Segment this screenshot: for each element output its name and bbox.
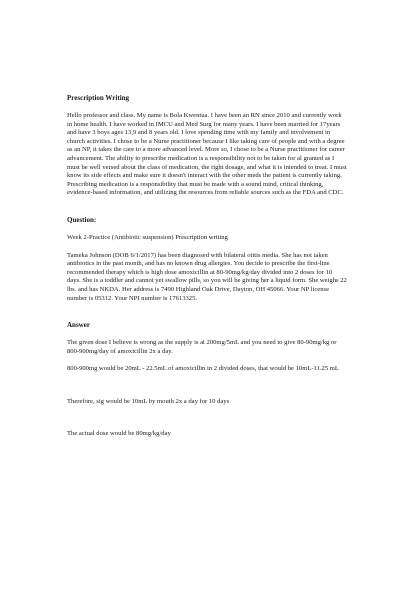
- spacer: [67, 198, 347, 216]
- document-title: Prescription Writing: [67, 94, 130, 102]
- question-body: Tameka Johnson (DOB 6/1/2017) has been diagnosed with bilateral otitis media. She has not taken antibiotics in the past month, and has no known drug allergies. You decide to prescribe the first-line recommended therapy which is high dose amoxicillin at 80-90mg/kg/day divided into 2 doses for 10 days. She is a toddler and cannot yet swallow pills, so you will be giving her a liquid form. She weighs 22 lbs. and has NKDA. Her address is 7490 Highland Oak Drive, Dayton, OH 45066. Your NP license number is 05312. Your NPI number is 17613325.: [67, 251, 347, 302]
- document-content: [67, 94, 347, 439]
- spacer: [67, 356, 347, 365]
- intro-paragraph: Hello professor and class. My name is Bola Kwentua. I have been an RN since 2010 and currently work in home health. I have worked in IMCU and Med Surg for many years. I have been married for 17years and have 3 boys ages 13,9 and 8 years old. I love spending time with my family and involvement in church activities. I chose to be a Nurse practitioner because I like taking care of people and with a degree as an NP, it takes the care to a more advanced level. More so, I chose to be a Nurse practitioner for career advancement. The ability to prescribe medication is a responsibility not to be taken for al granted as I must be well versed about the class of medication, the right dosage, and what it is intended to treat. I must know its side effects and make sure it doesn't interact with the other meds the patient is currently taking. Prescribing medication is a responsibility that must be made with a sound mind, critical thinking, evidence-based information, and utilizing the resources from reliable sources such as the FDA and CDC.: [67, 112, 347, 197]
- answer-paragraph-2: 800-900mg would be 20mL - 22.5mL of amoxicillin in 2 divided doses, that would be 10mL-11.25 mL: [67, 365, 339, 373]
- answer-paragraph-3: Therefore, sig would be 10mL by mouth 2x a day for 10 days: [67, 397, 230, 405]
- spacer: [67, 243, 347, 252]
- answer-paragraph-1: The given dose I believe is wrong as the supply is at 200mg/5mL and you need to give 80-90mg/kg or 800-900mg/day of amoxicillin 2x a day.: [67, 339, 337, 355]
- answer-heading: Answer: [67, 321, 90, 330]
- spacer: [67, 406, 347, 430]
- spacer: [67, 303, 347, 321]
- answer-paragraph-4: The actual dose would be 80mg/kg/day: [67, 430, 171, 438]
- question-heading: Question:: [67, 215, 97, 224]
- question-subtitle: Week 2-Practice (Antibiotic suspension) Prescription writing: [67, 233, 228, 241]
- spacer: [67, 374, 347, 398]
